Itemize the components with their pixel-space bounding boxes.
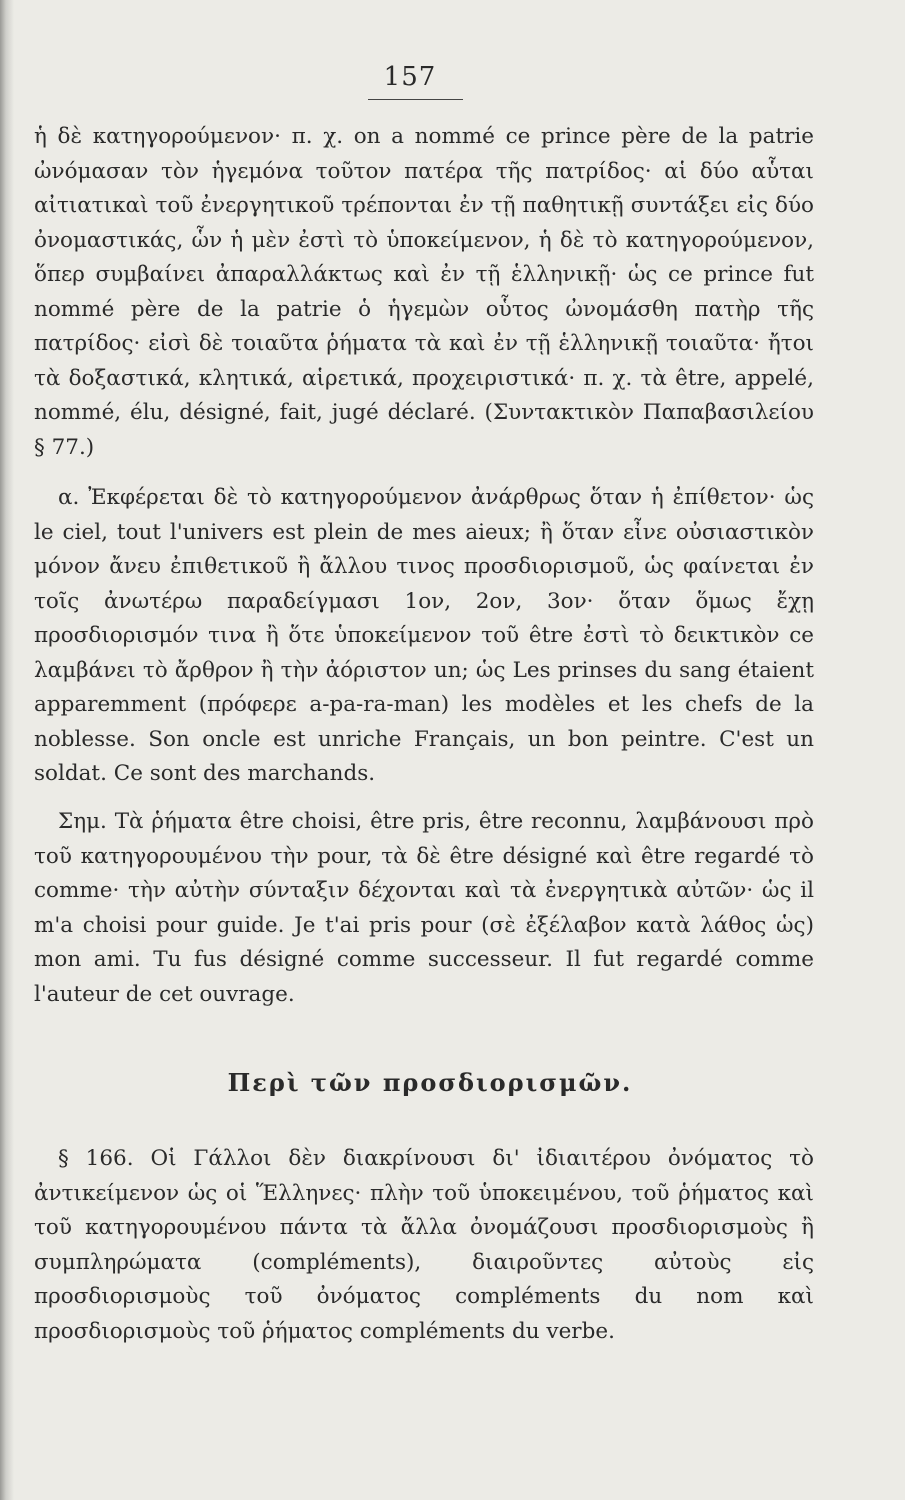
page-number: 157 bbox=[383, 62, 437, 92]
paragraph-predicate-article: α. Ἐκφέρεται δὲ τὸ κατηγορούμενον ἀνάρθρως ὅταν ἡ ἐπίθετον· ὡς le ciel, tout l'univers est plein de mes aieux; ἢ ὅταν εἶνε οὐσιαστικὸν μόνον ἄνευ ἐπιθετικοῦ ἢ ἄλλου τινος προσδιορισμοῦ, ὡς φαίνεται ἐν τοῖς ἀνωτέρω παραδείγμασι 1ον, 2ον, 3ον· ὅταν ὅμως ἔχῃ προσδιορισμόν τινα ἢ ὅτε ὑποκείμενον τοῦ être ἐστὶ τὸ δεικτικὸν ce λαμβάνει τὸ ἄρθρον ἢ τὴν ἀόριστον un; ὡς Les prinses du sang étaient apparemment (πρόφερε a-pa-ra-man) les modèles et les chefs de la noblesse. Son oncle est unriche Français, un bon peintre. C'est un soldat. Ce sont des marchands. bbox=[34, 485, 814, 786]
section-heading: Περὶ τῶν προσδιορισμῶν. bbox=[227, 1068, 633, 1097]
paragraph-note: Σημ. Τὰ ῥήματα être choisi, être pris, être reconnu, λαμβάνουσι πρὸ τοῦ κατηγορουμένου τὴν pour, τὰ δὲ être désigné καὶ être regardé τὸ comme· τὴν αὐτὴν σύνταξιν δέχονται καὶ τὰ ἐνεργητικὰ αὐτῶν· ὡς il m'a choisi pour guide. Je t'ai pris pour (σὲ ἐξέλαβον κατὰ λάθος ὡς) mon ami. Tu fus désigné comme successeur. Il fut regardé comme l'auteur de cet ouvrage. bbox=[34, 809, 814, 1007]
paragraph-predicate-accusative: ἡ δὲ κατηγορούμενον· π. χ. on a nommé ce prince père de la patrie ὠνόμασαν τὸν ἡγεμόνα τοῦτον πατέρα τῆς πατρίδος· αἱ δύο αὗται αἰτιατικαὶ τοῦ ἐνεργητικοῦ τρέπονται ἐν τῇ παθητικῇ συντάξει εἰς δύο ὀνομαστικάς, ὧν ἡ μὲν ἐστὶ τὸ ὑποκείμενον, ἡ δὲ τὸ κατηγορούμενον, ὅπερ συμβαίνει ἀπαραλλάκτως καὶ ἐν τῇ ἑλληνικῇ· ὡς ce prince fut nommé père de la patrie ὁ ἡγεμὼν οὗτος ὠνομάσθη πατὴρ τῆς πατρίδος· εἰσὶ δὲ τοιαῦτα ῥήματα τὰ καὶ ἐν τῇ ἑλληνικῇ τοιαῦτα· ἤτοι τὰ δοξαστικά, κλητικά, αἱρετικά, προχειριστικά· π. χ. τὰ être, appelé, nommé, élu, désigné, fait, jugé déclaré. (Συντακτικὸν Παπαβασιλείου § 77.) bbox=[34, 124, 814, 460]
paragraph-section-166: § 166. Οἱ Γάλλοι δὲν διακρίνουσι δι' ἰδιαιτέρου ὀνόματος τὸ ἀντικείμενον ὡς οἱ Ἕλληνες· πλὴν τοῦ ὑποκειμένου, τοῦ ῥήματος καὶ τοῦ κατηγορουμένου πάντα τὰ ἄλλα ὀνομάζουσι προσδιορισμοὺς ἢ συμπληρώματα (compléments), διαιροῦντες αὐτοὺς εἰς προσδιορισμοὺς τοῦ ὀνόματος compléments du nom καὶ προσδιορισμοὺς τοῦ ῥήματος compléments du verbe. bbox=[34, 1146, 814, 1344]
page-number-rule bbox=[368, 99, 463, 100]
